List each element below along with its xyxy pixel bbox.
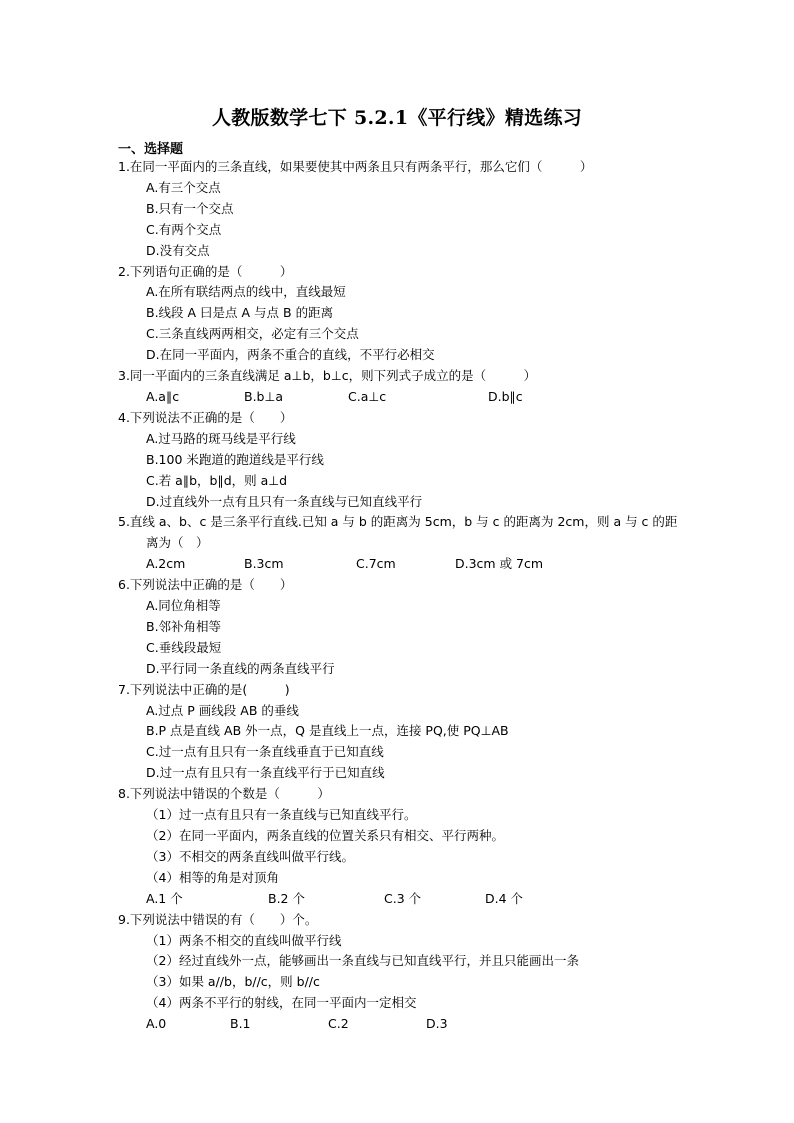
statement-3: （3）如果 a//b，b//c，则 b//c <box>146 974 320 990</box>
option-b: B.2 个 <box>268 890 305 906</box>
statement-4: （4）相等的角是对顶角 <box>146 869 279 885</box>
option-b: B.只有一个交点 <box>146 200 234 216</box>
question-3 <box>118 366 718 408</box>
option-c: C.过一点有且只有一条直线垂直于已知直线 <box>146 744 384 760</box>
option-d: D.没有交点 <box>146 242 210 258</box>
option-d: D.3 <box>426 1016 448 1032</box>
option-b: B.b⊥a <box>244 388 284 404</box>
option-d: D.b∥c <box>488 388 523 404</box>
option-a: A.过点 P 画线段 AB 的垂线 <box>146 702 299 718</box>
question-6 <box>118 575 718 680</box>
question-stem-continued: 离为（ ） <box>146 535 209 551</box>
option-a: A.过马路的斑马线是平行线 <box>146 430 296 446</box>
section-heading: 一、选择题 <box>118 142 184 157</box>
question-1 <box>118 157 718 262</box>
question-stem: 9.下列说法中错误的有（ ）个。 <box>118 911 318 927</box>
option-d: D.4 个 <box>485 890 524 906</box>
question-9 <box>118 910 718 1035</box>
option-c: C.垂线段最短 <box>146 639 222 655</box>
option-d: D.过一点有且只有一条直线平行于已知直线 <box>146 765 385 781</box>
question-stem: 2.下列语句正确的是（ ） <box>118 263 293 279</box>
option-a: A.有三个交点 <box>146 179 221 195</box>
option-c: C.2 <box>328 1016 349 1032</box>
option-d: D.平行同一条直线的两条直线平行 <box>146 660 335 676</box>
statement-4: （4）两条不平行的射线，在同一平面内一定相交 <box>146 995 417 1011</box>
option-a: A.2cm <box>146 556 186 572</box>
question-stem: 3.同一平面内的三条直线满足 a⊥b，b⊥c，则下列式子成立的是（ ） <box>118 368 537 384</box>
question-stem: 5.直线 a、b、c 是三条平行直线.已知 a 与 b 的距离为 5cm，b 与 c 的距离为 2cm，则 a 与 c 的距 <box>118 514 678 530</box>
option-c: C.7cm <box>356 556 396 572</box>
question-stem: 7.下列说法中正确的是( ) <box>118 681 290 697</box>
option-d: D.在同一平面内，两条不重合的直线，不平行必相交 <box>146 347 435 363</box>
option-b: B.100 米跑道的跑道线是平行线 <box>146 451 324 467</box>
option-row <box>118 387 718 408</box>
option-row <box>118 889 718 910</box>
option-a: A.同位角相等 <box>146 598 221 614</box>
statement-2: （2）在同一平面内，两条直线的位置关系只有相交、平行两种。 <box>146 828 504 843</box>
document-title: 人教版数学七下 5.2.1《平行线》精选练习 <box>211 107 583 129</box>
option-b: B.P 点是直线 AB 外一点，Q 是直线上一点，连接 PQ,使 PQ⊥AB <box>146 723 509 739</box>
statement-1: （1）两条不相交的直线叫做平行线 <box>146 932 342 948</box>
option-c: C.a⊥c <box>348 388 387 404</box>
option-a: A.a∥c <box>146 388 180 404</box>
option-c: C.三条直线两两相交，必定有三个交点 <box>146 326 359 342</box>
question-7 <box>118 680 718 785</box>
question-8 <box>118 784 718 909</box>
question-stem: 8.下列说法中错误的个数是（ ） <box>118 786 330 802</box>
option-d: D.3cm 或 7cm <box>455 556 544 572</box>
statement-2: （2）经过直线外一点，能够画出一条直线与已知直线平行，并且只能画出一条 <box>146 953 579 969</box>
question-stem: 4.下列说法不正确的是（ ） <box>118 409 293 425</box>
question-stem: 1.在同一平面内的三条直线，如果要使其中两条且只有两条平行，那么它们（ ） <box>118 159 593 174</box>
option-b: B.线段 A 曰是点 A 与点 B 的距离 <box>146 305 334 321</box>
option-b: B.1 <box>230 1016 251 1032</box>
option-c: C.若 a∥b，b∥d，则 a⊥d <box>146 472 288 488</box>
option-c: C.3 个 <box>384 890 422 906</box>
question-5 <box>118 512 718 575</box>
option-a: A.0 <box>146 1016 167 1032</box>
option-a: A.在所有联结两点的线中，直线最短 <box>146 284 346 300</box>
question-list <box>118 157 718 1035</box>
option-d: D.过直线外一点有且只有一条直线与已知直线平行 <box>146 493 423 509</box>
option-b: B.邻补角相等 <box>146 618 222 634</box>
question-stem: 6.下列说法中正确的是（ ） <box>118 577 293 593</box>
statement-3: （3）不相交的两条直线叫做平行线。 <box>146 848 354 864</box>
statement-1: （1）过一点有且只有一条直线与已知直线平行。 <box>146 807 417 823</box>
option-c: C.有两个交点 <box>146 221 222 237</box>
question-4 <box>118 408 718 513</box>
option-row <box>118 554 718 575</box>
option-b: B.3cm <box>244 556 284 572</box>
question-2 <box>118 262 718 367</box>
option-a: A.1 个 <box>146 890 183 906</box>
option-row <box>118 1014 718 1035</box>
